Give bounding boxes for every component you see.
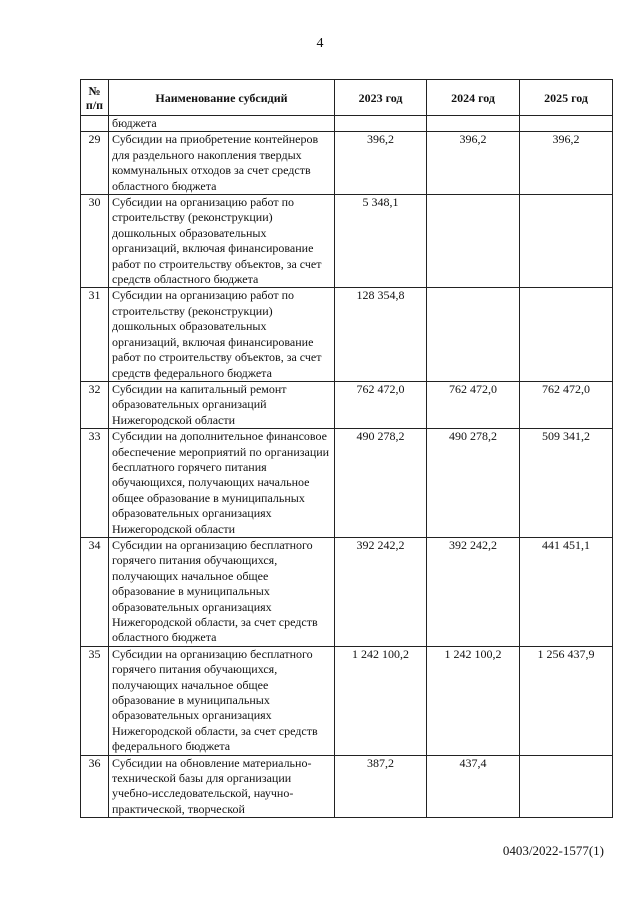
row-value-2025: 509 341,2 [520,429,613,538]
row-num: 33 [81,429,109,538]
table-row [81,381,613,428]
row-num: 30 [81,195,109,288]
row-value-2024: 1 242 100,2 [427,646,520,755]
row-value-2024: 392 242,2 [427,537,520,646]
subsidies-table [80,79,613,818]
row-name: Субсидии на организацию работ по строительству (реконструкции) дошкольных образовательных организаций, включая финансирование работ по строительству объектов, за счет средств федерального бюджета [109,288,335,381]
table-row [81,755,613,818]
row-value-2024: 437,4 [427,755,520,818]
row-name: Субсидии на обновление материально-технической базы для организации учебно-исследовательской, научно-практической, творческой [109,755,335,818]
row-value-2025: 441 451,1 [520,537,613,646]
document-code: 0403/2022-1577(1) [502,843,604,858]
row-value-2025 [520,755,613,818]
row-value-2023: 490 278,2 [335,429,427,538]
table-row [81,195,613,288]
header-name: Наименование субсидий [109,80,335,116]
row-value-2024 [427,195,520,288]
row-value-2024: 490 278,2 [427,429,520,538]
row-value-2025 [520,116,613,132]
row-value-2025: 762 472,0 [520,381,613,428]
row-value-2023: 128 354,8 [335,288,427,381]
row-value-2023: 392 242,2 [335,537,427,646]
table-row [81,429,613,538]
row-num: 29 [81,132,109,195]
table-row [81,288,613,381]
row-value-2024 [427,116,520,132]
row-num [81,116,109,132]
table-header-row [81,80,613,116]
header-2024: 2024 год [427,80,520,116]
row-value-2023: 5 348,1 [335,195,427,288]
row-name: Субсидии на капитальный ремонт образовательных организаций Нижегородской области [109,381,335,428]
row-value-2023: 762 472,0 [335,381,427,428]
header-num: № п/п [81,80,109,116]
header-2025: 2025 год [520,80,613,116]
row-value-2025 [520,288,613,381]
row-value-2023 [335,116,427,132]
row-value-2025: 396,2 [520,132,613,195]
header-2023: 2023 год [335,80,427,116]
row-num: 31 [81,288,109,381]
table-row [81,132,613,195]
row-name: Субсидии на дополнительное финансовое обеспечение мероприятий по организации бесплатного горячего питания обучающихся, получающих начальное общее образование в муниципальных образовательных организациях Нижегородской области [109,429,335,538]
row-value-2023: 396,2 [335,132,427,195]
row-value-2024: 396,2 [427,132,520,195]
table-row-continuation [81,116,613,132]
row-value-2024 [427,288,520,381]
row-value-2024: 762 472,0 [427,381,520,428]
row-value-2025 [520,195,613,288]
row-value-2023: 1 242 100,2 [335,646,427,755]
row-num: 36 [81,755,109,818]
row-num: 34 [81,537,109,646]
row-name: Субсидии на организацию работ по строительству (реконструкции) дошкольных образовательных организаций, включая финансирование работ по строительству объектов, за счет средств областного бюджета [109,195,335,288]
row-value-2025: 1 256 437,9 [520,646,613,755]
row-name: Субсидии на организацию бесплатного горячего питания обучающихся, получающих начальное общее образование в муниципальных образовательных организациях Нижегородской области, за счет средств федерального бюджета [109,646,335,755]
row-value-2023: 387,2 [335,755,427,818]
row-name: Субсидии на организацию бесплатного горячего питания обучающихся, получающих начальное общее образование в муниципальных образовательных организациях Нижегородской области, за счет средств областного бюджета [109,537,335,646]
row-name: бюджета [109,116,335,132]
row-name: Субсидии на приобретение контейнеров для раздельного накопления твердых коммунальных отходов за счет средств областного бюджета [109,132,335,195]
table-row [81,537,613,646]
page-number: 4 [316,36,324,51]
row-num: 35 [81,646,109,755]
table-row [81,646,613,755]
row-num: 32 [81,381,109,428]
